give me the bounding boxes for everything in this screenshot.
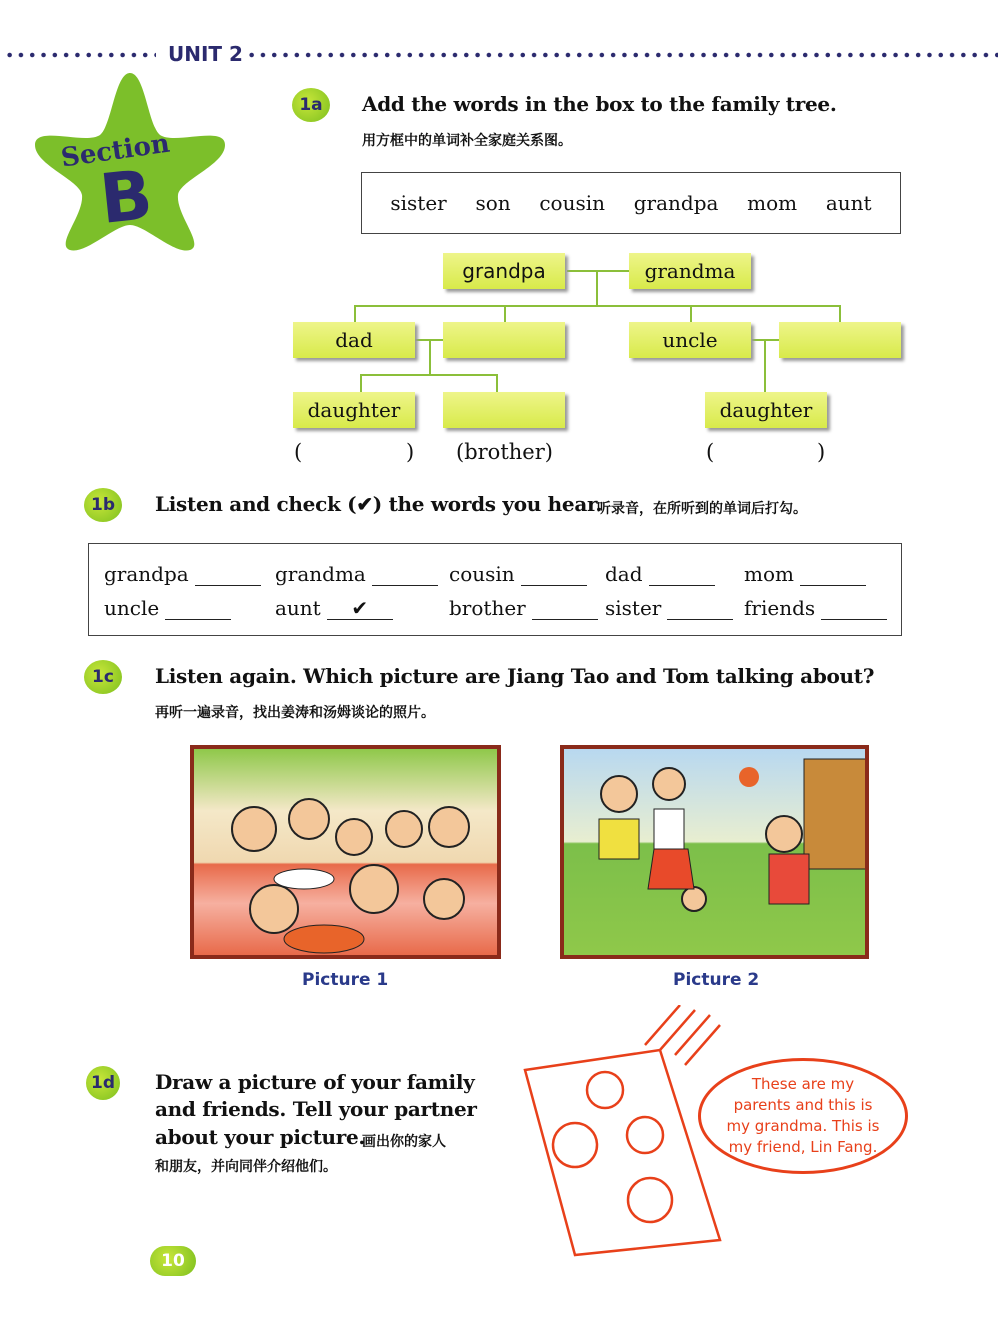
check-item[interactable]: aunt ✔: [275, 596, 393, 620]
exercise-badge-1b: 1b: [84, 488, 122, 522]
exercise-1d-cn: 和朋友，并向同伴介绍他们。: [155, 1159, 337, 1175]
dotted-rule: [246, 52, 998, 58]
tree-box-dad: dad: [293, 322, 415, 358]
tree-box-blank[interactable]: [779, 322, 901, 358]
tree-box-grandma: grandma: [629, 253, 751, 289]
tree-connector: [764, 339, 766, 392]
paren-close: ): [406, 440, 415, 464]
exercise-1a-subtitle: 用方框中的单词补全家庭关系图。: [362, 133, 572, 149]
tree-connector: [690, 305, 692, 322]
picture-2-caption: Picture 2: [673, 970, 760, 990]
tree-box-blank[interactable]: [443, 322, 565, 358]
check-item[interactable]: grandpa: [104, 562, 261, 586]
exercise-1c-title: Listen again. Which picture are Jiang Tao and Tom talking about?: [155, 664, 875, 688]
tree-connector: [354, 305, 840, 307]
exercise-1d-cn: 画出你的家人: [362, 1134, 446, 1150]
tree-connector: [354, 305, 356, 322]
check-item[interactable]: grandma: [275, 562, 438, 586]
tree-connector: [496, 374, 498, 392]
word: sister: [390, 191, 447, 215]
tree-connector: [360, 374, 362, 392]
exercise-1b-title: Listen and check (✔) the words you hear.: [155, 492, 603, 516]
exercise-1d-line: about your picture.: [155, 1125, 366, 1149]
section-star-icon: [30, 65, 230, 255]
exercise-badge-1d: 1d: [86, 1066, 120, 1100]
tree-box-uncle: uncle: [629, 322, 751, 358]
exercise-badge-1a: 1a: [292, 88, 330, 122]
word: grandpa: [633, 191, 719, 215]
word: aunt: [825, 191, 872, 215]
picture-1-family-dinner[interactable]: [190, 745, 501, 959]
check-item[interactable]: uncle: [104, 596, 231, 620]
check-item[interactable]: sister: [605, 596, 733, 620]
check-item[interactable]: brother: [449, 596, 598, 620]
tree-connector: [504, 305, 506, 322]
exercise-1d-line: Draw a picture of your family: [155, 1070, 475, 1094]
paren-close: ): [817, 440, 826, 464]
check-item[interactable]: mom: [744, 562, 866, 586]
section-letter: B: [96, 155, 157, 240]
speech-bubble: These are my parents and this is my grandma. This is my friend, Lin Fang.: [698, 1058, 908, 1174]
tree-connector: [839, 305, 841, 322]
page-number: 10: [150, 1246, 196, 1276]
dotted-rule: [4, 52, 156, 58]
tree-connector: [596, 270, 598, 306]
tree-box-grandpa: grandpa: [443, 253, 565, 289]
word: son: [475, 191, 511, 215]
tree-connector: [429, 339, 431, 375]
picture-2-family-park[interactable]: [560, 745, 869, 959]
paren-open: (: [706, 440, 715, 464]
picture-1-caption: Picture 1: [302, 970, 389, 990]
word: cousin: [539, 191, 606, 215]
tree-box-daughter: daughter: [705, 392, 827, 428]
check-item[interactable]: friends: [744, 596, 887, 620]
paren-brother: (brother): [456, 440, 553, 464]
word-box: [361, 172, 901, 234]
tree-box-blank[interactable]: [443, 392, 565, 428]
tree-box-daughter: daughter: [293, 392, 415, 428]
check-item[interactable]: dad: [605, 562, 715, 586]
check-list-box: [88, 543, 902, 636]
exercise-badge-1c: 1c: [84, 660, 122, 694]
exercise-1b-title-cn: 听录音，在所听到的单词后打勾。: [597, 501, 807, 517]
paren-open: (: [294, 440, 303, 464]
section-word: Section: [59, 128, 172, 174]
check-item[interactable]: cousin: [449, 562, 587, 586]
unit-label: UNIT 2: [168, 42, 243, 66]
exercise-1d-line: and friends. Tell your partner: [155, 1097, 477, 1121]
tree-connector: [360, 374, 498, 376]
word: mom: [747, 191, 798, 215]
tree-connector: [567, 270, 629, 272]
exercise-1a-title: Add the words in the box to the family tree.: [362, 92, 837, 116]
exercise-1c-subtitle: 再听一遍录音，找出姜涛和汤姆谈论的照片。: [155, 705, 435, 721]
